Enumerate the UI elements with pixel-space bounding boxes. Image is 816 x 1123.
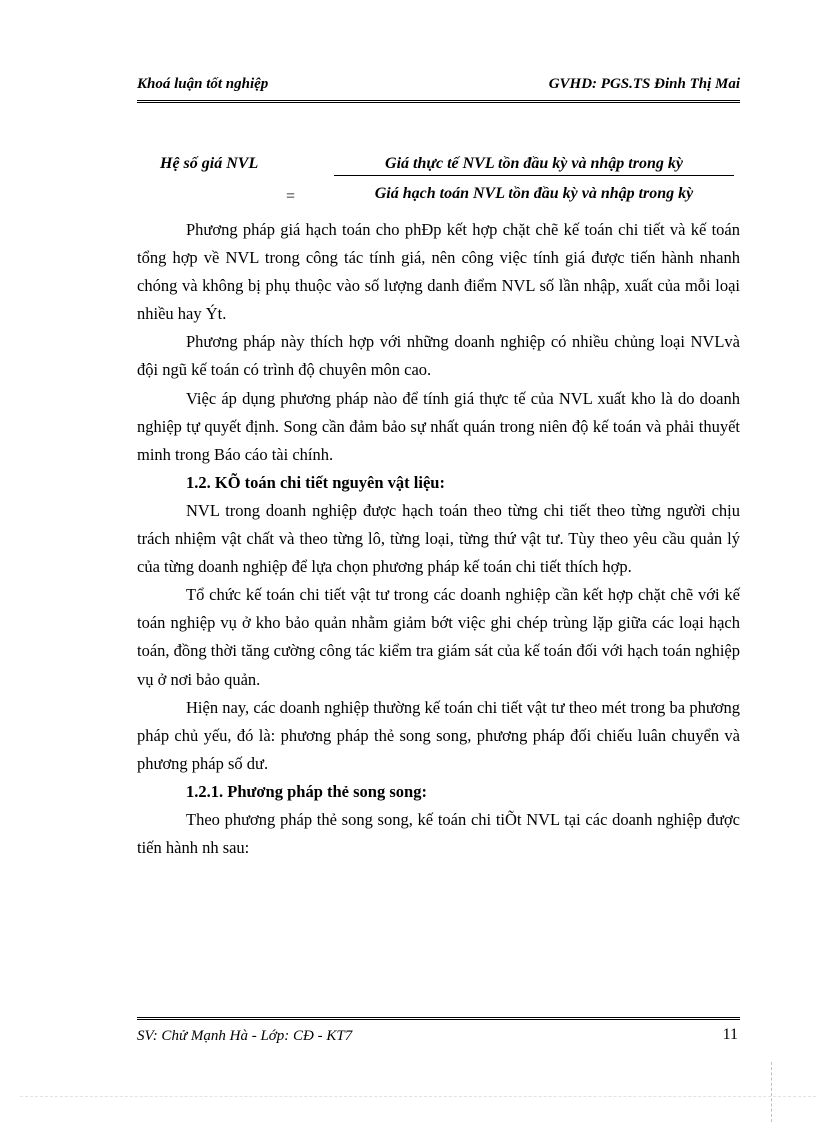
formula-equals: = bbox=[286, 188, 296, 205]
header-supervisor: GVHD: PGS.TS Đinh Thị Mai bbox=[548, 76, 740, 92]
section-heading: 1.2. KÕ toán chi tiết nguyên vật liệu: bbox=[186, 472, 445, 492]
paragraph: Việc áp dụng phương pháp nào để tính giá thực tế của NVL xuất kho là do doanh nghiệp tự quyết định. Song cần đảm bảo sự nhất quán trong niên độ kế toán và phải thuyết minh trong Báo cáo tài chính. bbox=[137, 388, 740, 464]
paragraph: Phương pháp này thích hợp với những doanh nghiệp có nhiều chủng loại NVLvà đội ngũ kế toán có trình độ chuyên môn cao. bbox=[137, 332, 740, 380]
page-header bbox=[137, 72, 740, 103]
subsection-heading: 1.2.1. Phương pháp thẻ song song: bbox=[186, 781, 427, 801]
formula-numerator: Giá thực tế NVL tồn đầu kỳ và nhập trong kỳ bbox=[334, 155, 734, 176]
formula-denominator: Giá hạch toán NVL tồn đầu kỳ và nhập trong kỳ bbox=[374, 185, 694, 202]
page-corner-mark-vertical bbox=[771, 1062, 772, 1122]
page-corner-mark-horizontal bbox=[20, 1096, 816, 1097]
footer-student-info: SV: Chử Mạnh Hà - Lớp: CĐ - KT7 bbox=[137, 1028, 353, 1044]
paragraph: Tổ chức kế toán chi tiết vật tư trong các doanh nghiệp cần kết hợp chặt chẽ với kế toán nghiệp vụ ở kho bảo quản nhằm giảm bớt việc ghi chép trùng lặp giữa các loại hạch toán, đồng thời tăng cường công tác kiểm tra giám sát của kế toán đối với hạch toán nghiệp vụ ở nơi bảo quản. bbox=[137, 585, 740, 689]
formula-label: Hệ số giá NVL bbox=[160, 155, 259, 172]
paragraph: Phương pháp giá hạch toán cho phĐp kết hợp chặt chẽ kế toán chi tiết và kế toán tổng hợp về NVL trong công tác tính giá, nên công việc tính giá được tiến hành nhanh chóng và không bị phụ thuộc vào số lượng danh điểm NVL số lần nhập, xuất của mỗi loại nhiều hay Ýt. bbox=[137, 220, 740, 324]
document-body bbox=[137, 216, 740, 862]
header-thesis-title: Khoá luận tốt nghiệp bbox=[137, 76, 269, 92]
price-coefficient-formula bbox=[0, 148, 816, 218]
page-footer bbox=[137, 1017, 740, 1046]
paragraph: NVL trong doanh nghiệp được hạch toán theo từng chi tiết theo từng người chịu trách nhiệm vật chất và theo từng lô, từng loại, từng thứ vật tư. Tùy theo yêu cầu quản lý của từng doanh nghiệp để lựa chọn phương pháp kế toán chi tiết thích hợp. bbox=[137, 500, 740, 577]
paragraph: Hiện nay, các doanh nghiệp thường kế toán chi tiết vật tư theo mét trong ba phương pháp chủ yếu, đó là: phương pháp thẻ song song, phương pháp đối chiếu luân chuyển và phương pháp số dư. bbox=[137, 697, 740, 773]
page-number: 11 bbox=[722, 1026, 738, 1043]
paragraph: Theo phương pháp thẻ song song, kế toán chi tiÕt NVL tại các doanh nghiệp được tiến hành nh sau: bbox=[137, 809, 740, 858]
